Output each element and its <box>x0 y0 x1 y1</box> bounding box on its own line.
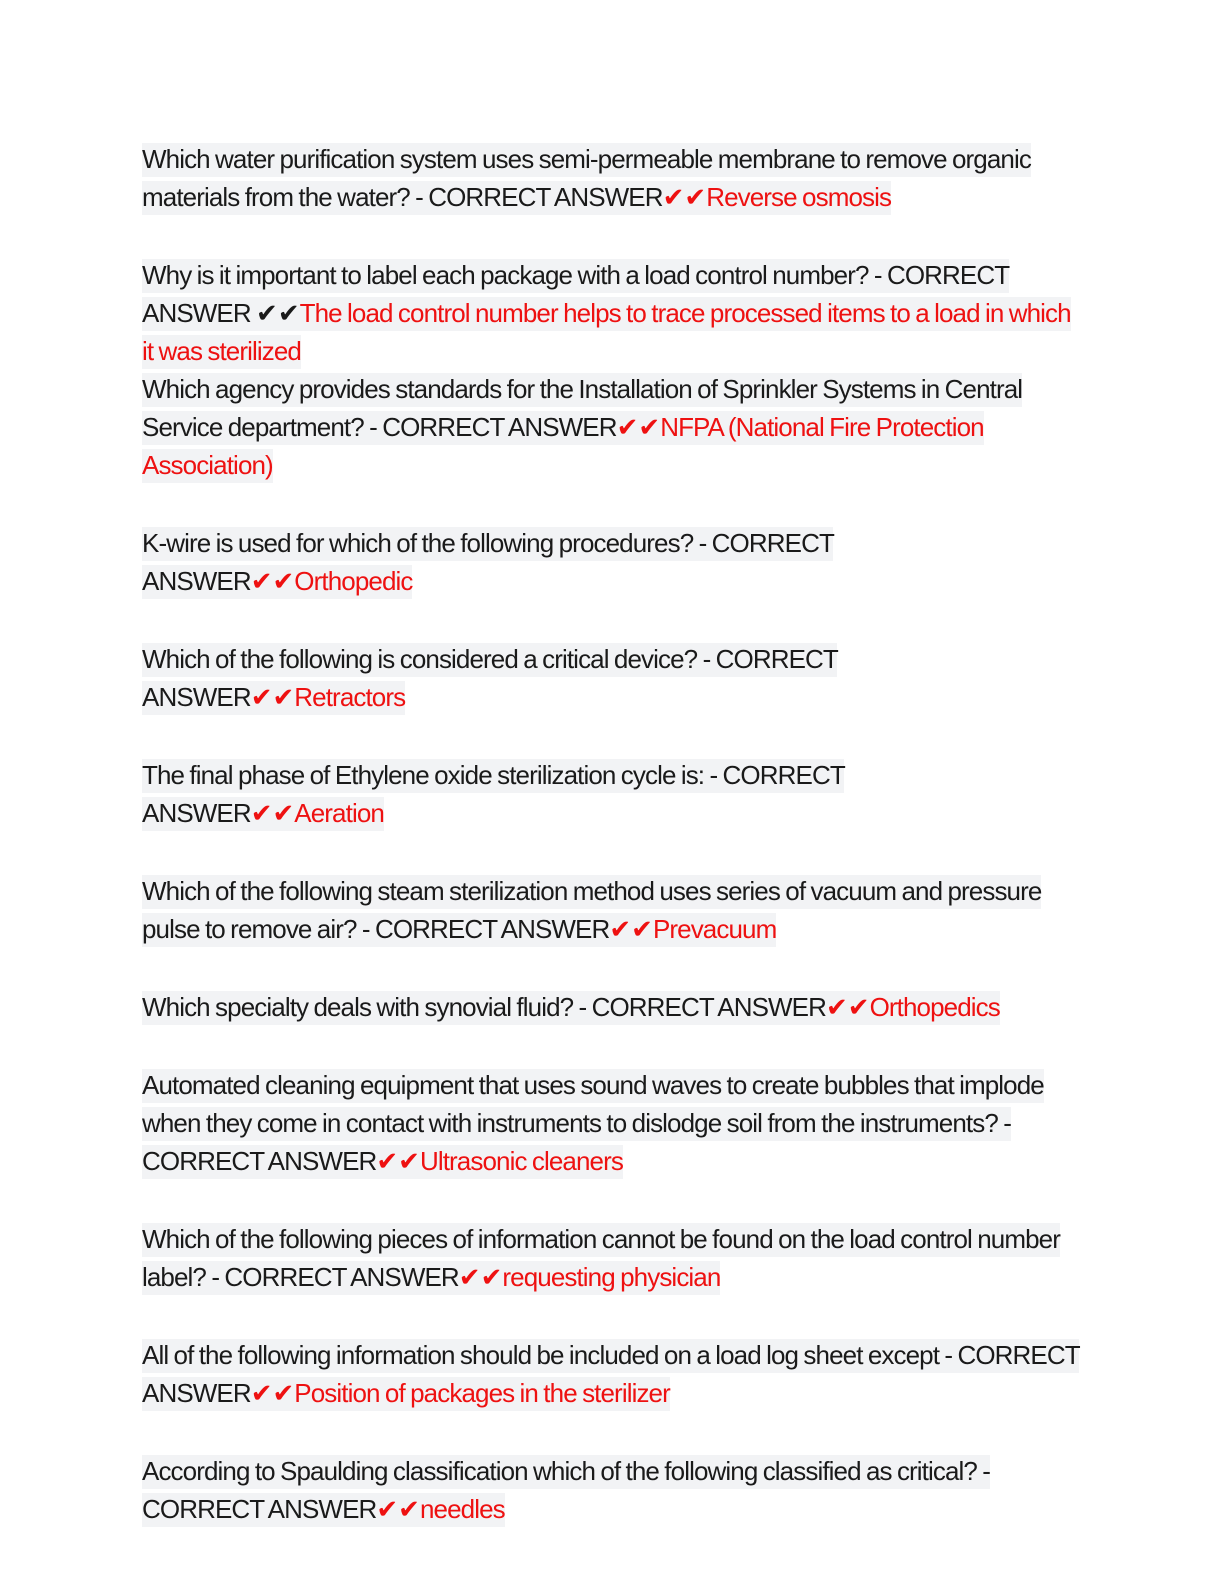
answer-text: needles <box>419 1494 505 1524</box>
question-text: Why is it important to label each package with a load control number? <box>142 260 869 290</box>
question-text: All of the following information should be included on a load log sheet except <box>142 1340 940 1370</box>
answer-text: Orthopedic <box>294 566 413 596</box>
answer-label: CORRECT ANSWER <box>374 914 610 944</box>
check-icon: ✔✔ <box>826 992 870 1022</box>
separator: - <box>939 1340 958 1370</box>
separator: - <box>693 528 712 558</box>
separator: - <box>573 992 592 1022</box>
question-text: K-wire is used for which of the following procedures? <box>142 528 694 558</box>
separator: - <box>363 412 383 442</box>
separator: - <box>356 914 375 944</box>
check-icon: ✔✔ <box>376 1494 420 1524</box>
answer-label: CORRECT ANSWER <box>224 1262 459 1292</box>
answer-label: CORRECT ANSWER <box>142 1340 1080 1408</box>
check-icon: ✔✔ <box>376 1146 420 1176</box>
qa-item-11 <box>142 1336 1082 1412</box>
question-text: Which water purification system uses semi-permeable membrane to remove organic materials from the water? <box>142 144 1031 212</box>
answer-label: CORRECT ANSWER <box>142 1494 377 1524</box>
check-icon: ✔✔ <box>250 566 295 596</box>
answer-label: CORRECT ANSWER <box>142 260 1009 328</box>
qa-item-1 <box>142 140 1082 216</box>
answer-label: CORRECT ANSWER <box>142 1146 377 1176</box>
separator: - <box>409 182 429 212</box>
question-text: The final phase of Ethylene oxide sterilization cycle is: <box>142 760 705 790</box>
check-icon: ✔✔ <box>458 1262 503 1292</box>
check-icon: ✔✔ <box>616 412 661 442</box>
answer-text: Retractors <box>294 682 406 712</box>
document-page <box>142 140 1082 1568</box>
qa-item-12 <box>142 1452 1082 1528</box>
check-icon: ✔✔ <box>250 798 295 828</box>
separator: - <box>704 760 723 790</box>
separator: - <box>206 1262 225 1292</box>
separator: - <box>976 1456 991 1486</box>
qa-item-6 <box>142 756 1082 832</box>
qa-item-7 <box>142 872 1082 948</box>
question-text: According to Spaulding classification which of the following classified as critical? <box>142 1456 977 1486</box>
answer-label: CORRECT ANSWER <box>142 528 834 596</box>
question-text: Which of the following pieces of information cannot be found on the load control number label? <box>142 1224 1060 1292</box>
question-text: Which specialty deals with synovial fluid? <box>142 992 574 1022</box>
answer-text: Orthopedics <box>869 992 1000 1022</box>
separator: - <box>997 1108 1011 1138</box>
answer-label: CORRECT ANSWER <box>142 760 845 828</box>
separator: - <box>868 260 887 290</box>
question-text: Which agency provides standards for the Installation of Sprinkler Systems in Central Service department? <box>142 374 1023 442</box>
qa-item-4 <box>142 524 1082 600</box>
answer-text: Reverse osmosis <box>706 182 892 212</box>
question-text: Which of the following steam sterilization method uses series of vacuum and pressure pulse to remove air? <box>142 876 1042 944</box>
answer-label: CORRECT ANSWER <box>428 182 663 212</box>
answer-text: NFPA (National Fire Protection Association) <box>142 412 984 480</box>
question-text: Automated cleaning equipment that uses sound waves to create bubbles that implode when they come in contact with instruments to dislodge soil from the instruments? <box>142 1070 1044 1138</box>
answer-text: Ultrasonic cleaners <box>419 1146 623 1176</box>
qa-item-9 <box>142 1066 1082 1180</box>
answer-text: Position of packages in the sterilizer <box>294 1378 670 1408</box>
answer-label: CORRECT ANSWER <box>591 992 826 1022</box>
check-icon: ✔✔ <box>609 914 653 944</box>
check-icon: ✔✔ <box>250 682 295 712</box>
check-icon: ✔✔ <box>662 182 707 212</box>
qa-item-8 <box>142 988 1082 1026</box>
answer-text: Prevacuum <box>652 914 777 944</box>
answer-text: The load control number helps to trace processed items to a load in which it was sterilized <box>142 298 1071 366</box>
qa-item-10 <box>142 1220 1082 1296</box>
qa-item-5 <box>142 640 1082 716</box>
check-icon: ✔✔ <box>256 298 300 328</box>
qa-item-3 <box>142 370 1082 484</box>
qa-item-2 <box>142 256 1082 370</box>
separator: - <box>697 644 716 674</box>
question-text: Which of the following is considered a critical device? <box>142 644 698 674</box>
answer-text: Aeration <box>294 798 384 828</box>
check-icon: ✔✔ <box>250 1378 295 1408</box>
answer-text: requesting physician <box>502 1262 721 1292</box>
answer-label: CORRECT ANSWER <box>142 644 838 712</box>
answer-label: CORRECT ANSWER <box>382 412 617 442</box>
